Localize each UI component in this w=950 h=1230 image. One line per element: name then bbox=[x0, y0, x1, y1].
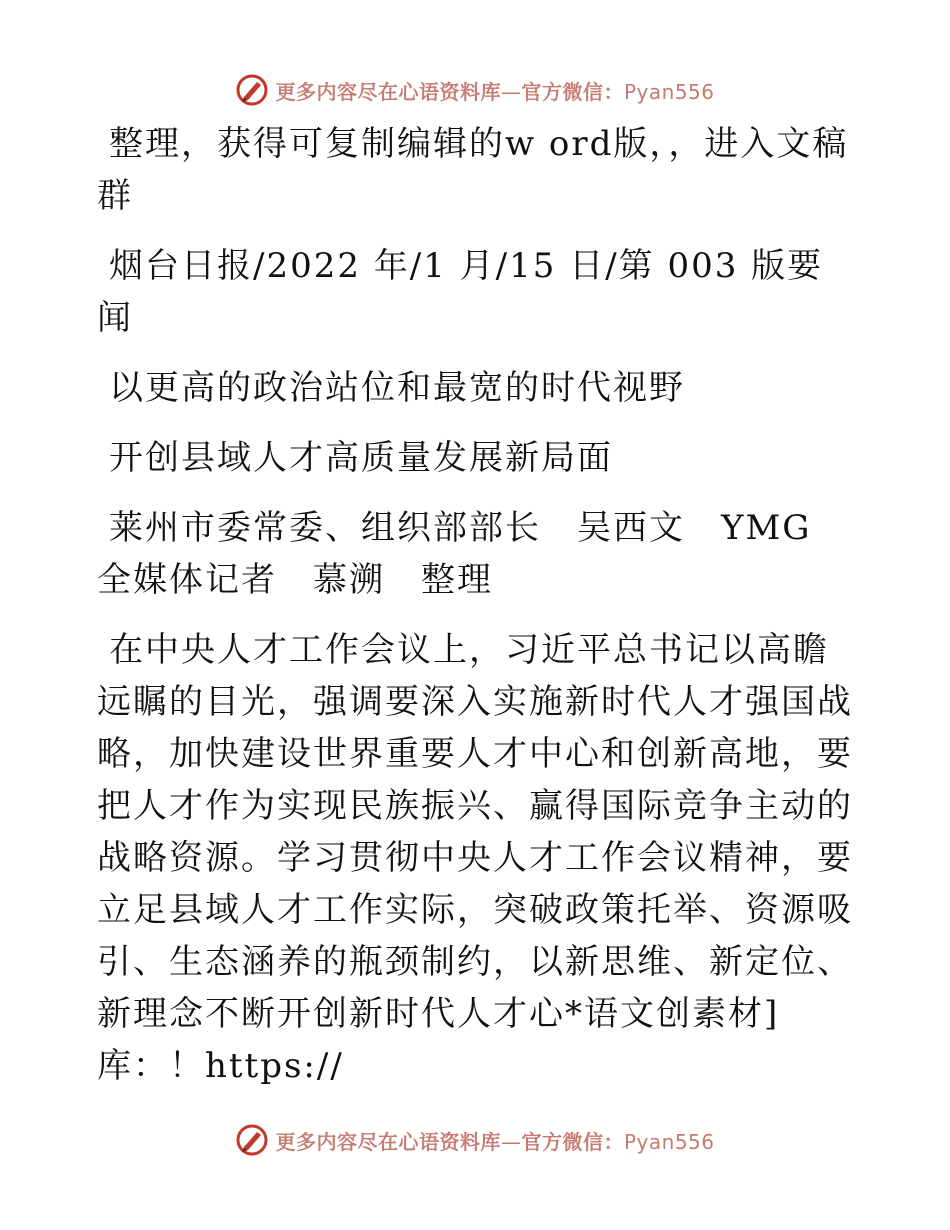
banner-site-name: 更多内容尽在心语资料库 bbox=[275, 79, 501, 104]
header-banner bbox=[0, 70, 950, 110]
document-body bbox=[97, 118, 857, 1092]
banner-dash: — bbox=[500, 1129, 522, 1154]
banner-text bbox=[275, 1126, 714, 1155]
headline-line-2: 开创县域人才高质量发展新局面 bbox=[109, 438, 613, 478]
footer-banner bbox=[0, 1120, 950, 1160]
banner-wechat-label: 官方微信： bbox=[521, 1129, 624, 1154]
banner-site-name: 更多内容尽在心语资料库 bbox=[275, 1129, 501, 1154]
source-line: 烟台日报/2022 年/1 月/15 日/第 003 版要闻 bbox=[97, 246, 824, 338]
intro-paragraph: 整理，获得可复制编辑的w ord版，，进入文稿群 bbox=[97, 124, 849, 216]
banner-text bbox=[275, 76, 714, 105]
body-paragraph: 在中央人才工作会议上，习近平总书记以高瞻远瞩的目光，强调要深入实施新时代人才强国战略，加快建设世界重要人才中心和创新高地，要把人才作为实现民族振兴、赢得国际竞争主动的战略资源。学习贯彻中央人才工作会议精神，要立足县域人才工作实际，突破政策托举、资源吸引、生态涵养的瓶颈制约，以新思维、新定位、新理念不断开创新时代人才心*语文创素材]库：！https:// bbox=[97, 630, 853, 1086]
headline-line-1: 以更高的政治站位和最宽的时代视野 bbox=[109, 368, 685, 408]
pen-circle-logo-icon bbox=[235, 1123, 269, 1157]
pen-circle-logo-icon bbox=[235, 73, 269, 107]
banner-wechat-id: Pyan556 bbox=[623, 79, 715, 104]
banner-wechat-id: Pyan556 bbox=[623, 1129, 715, 1154]
banner-dash: — bbox=[500, 79, 522, 104]
byline: 莱州市委常委、组织部部长 吴西文 YMG 全媒体记者 慕溯 整理 bbox=[97, 508, 812, 600]
banner-wechat-label: 官方微信： bbox=[521, 79, 624, 104]
